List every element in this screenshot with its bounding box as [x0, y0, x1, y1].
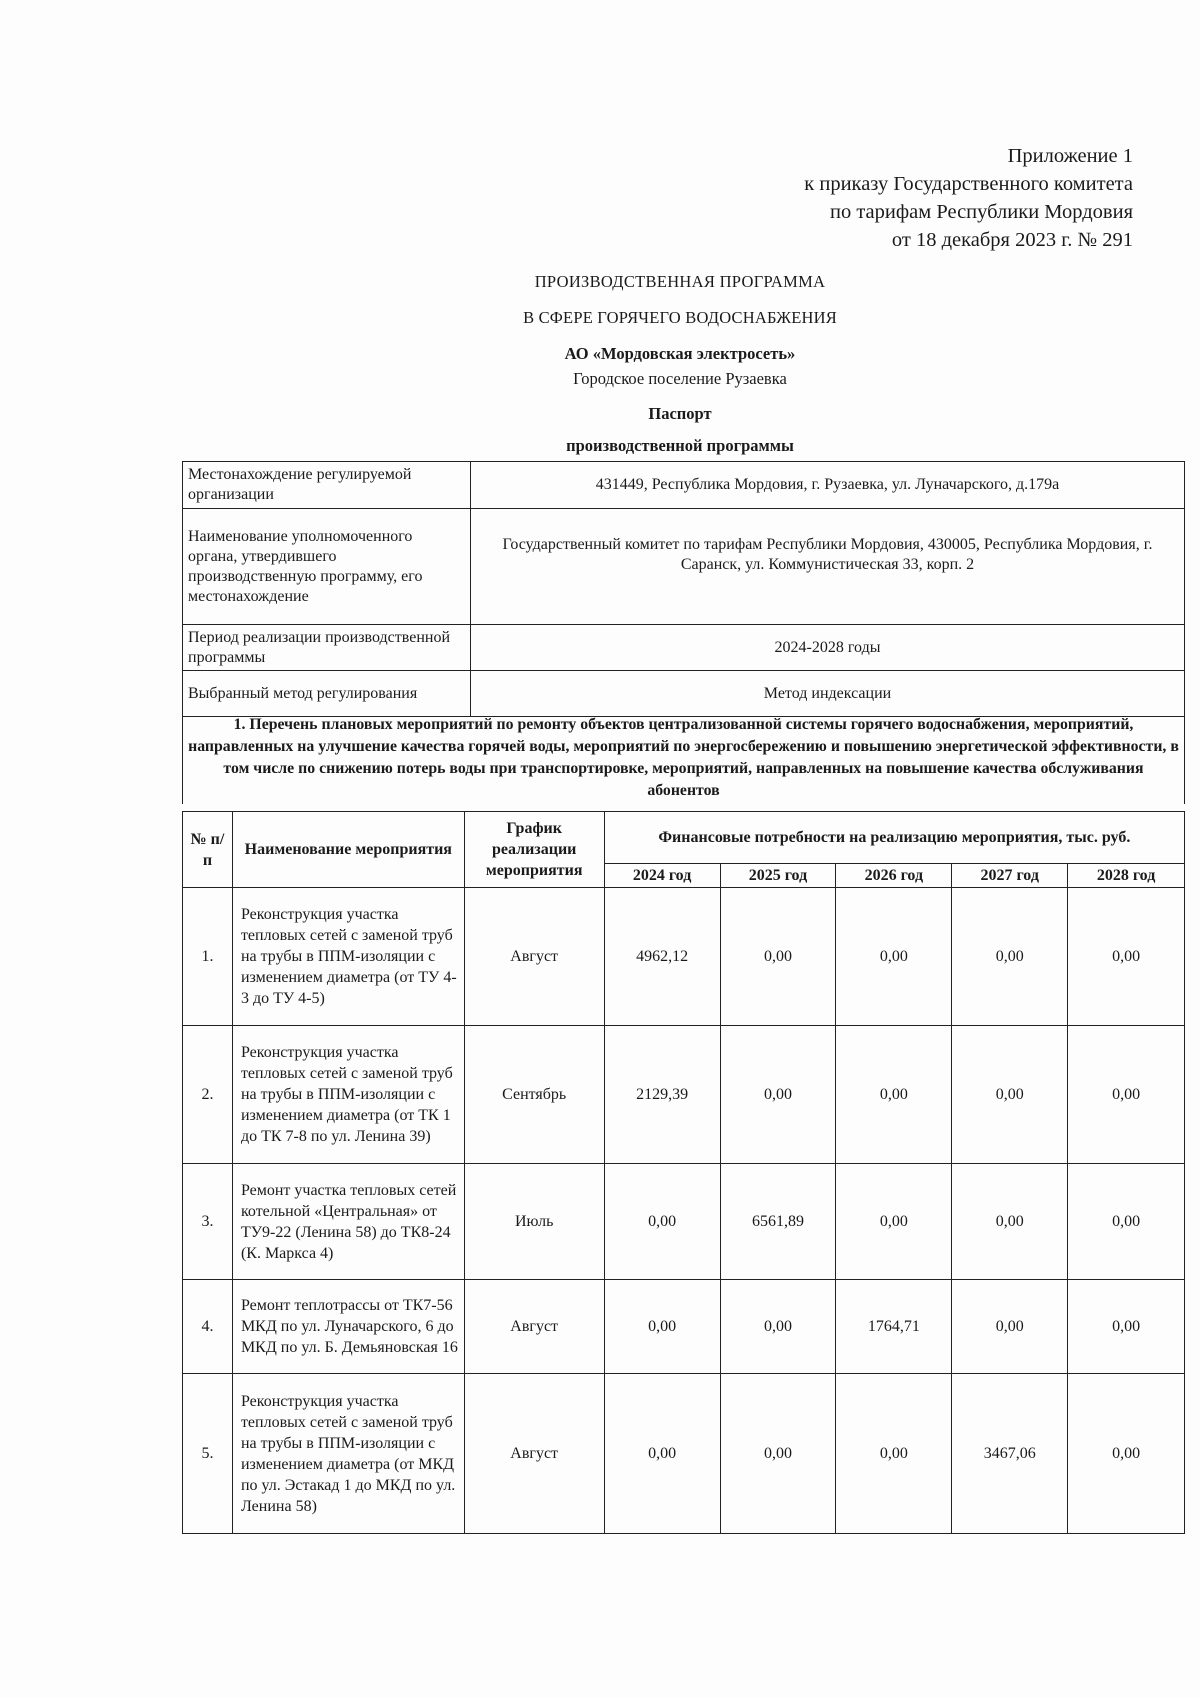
row-value: 0,00 [1068, 1374, 1185, 1534]
row-value: 0,00 [836, 1026, 952, 1164]
annex-line-3: по тарифам Республики Мордовия [829, 201, 1133, 223]
row-num: 1. [183, 888, 233, 1026]
program-title: ПРОИЗВОДСТВЕННАЯ ПРОГРАММА [534, 272, 826, 291]
row-value: 0,00 [836, 888, 952, 1026]
row-value: 6561,89 [720, 1164, 836, 1280]
row-value: 4962,12 [604, 888, 720, 1026]
header-year: 2028 год [1068, 864, 1185, 888]
header-year: 2024 год [604, 864, 720, 888]
header-row [183, 812, 1185, 864]
row-name: Реконструкция участка тепловых сетей с заменой труб на трубы в ППМ-изоляции с изменением диаметра (от МКД по ул. Эстакад 1 до МКД по ул. Ленина 58) [232, 1374, 464, 1534]
header-name: Наименование мероприятия [232, 812, 464, 888]
row-value: 0,00 [720, 1374, 836, 1534]
row-value: 0,00 [604, 1164, 720, 1280]
row-num: 4. [183, 1280, 233, 1374]
header-year: 2025 год [720, 864, 836, 888]
program-sphere: В СФЕРЕ ГОРЯЧЕГО ВОДОСНАБЖЕНИЯ [523, 308, 837, 327]
row-value: 0,00 [604, 1374, 720, 1534]
row-schedule: Июль [464, 1164, 604, 1280]
row-value: 0,00 [1068, 888, 1185, 1026]
table-row [183, 1374, 1185, 1534]
row-value: 0,00 [720, 1280, 836, 1374]
passport-value: Государственный комитет по тарифам Республики Мордовия, 430005, Республика Мордовия, г. Саранск, ул. Коммунистическая 33, корп. 2 [471, 509, 1185, 625]
table-row [183, 1026, 1185, 1164]
row-value: 3467,06 [952, 1374, 1068, 1534]
annex-line-2: к приказу Государственного комитета [804, 173, 1133, 195]
row-schedule: Август [464, 1280, 604, 1374]
row-value: 0,00 [952, 1026, 1068, 1164]
header-num: № п/п [183, 812, 233, 888]
row-value: 0,00 [1068, 1164, 1185, 1280]
row-value: 0,00 [1068, 1280, 1185, 1374]
header-year: 2027 год [952, 864, 1068, 888]
row-value: 0,00 [836, 1374, 952, 1534]
annex-line-1: Приложение 1 [1007, 145, 1133, 167]
passport-subtitle: производственной программы [566, 436, 794, 455]
table-row [183, 1280, 1185, 1374]
passport-label: Период реализации производственной программы [183, 625, 471, 671]
row-num: 3. [183, 1164, 233, 1280]
table-row [183, 1164, 1185, 1280]
row-schedule: Август [464, 1374, 604, 1534]
annex-line-4: от 18 декабря 2023 г. № 291 [891, 229, 1133, 251]
row-value: 0,00 [720, 1026, 836, 1164]
passport-row [183, 509, 1185, 625]
organization-name: АО «Мордовская электросеть» [564, 344, 796, 363]
passport-value: 2024-2028 годы [471, 625, 1185, 671]
row-name: Реконструкция участка тепловых сетей с заменой труб на трубы в ППМ-изоляции с изменением диаметра (от ТК 1 до ТК 7-8 по ул. Ленина 39) [232, 1026, 464, 1164]
settlement-name: Городское поселение Рузаевка [573, 369, 787, 388]
row-value: 0,00 [836, 1164, 952, 1280]
row-value: 2129,39 [604, 1026, 720, 1164]
row-schedule: Сентябрь [464, 1026, 604, 1164]
row-value: 0,00 [952, 888, 1068, 1026]
row-value: 0,00 [1068, 1026, 1185, 1164]
row-value: 0,00 [952, 1164, 1068, 1280]
header-year: 2026 год [836, 864, 952, 888]
row-num: 5. [183, 1374, 233, 1534]
section-1-title: 1. Перечень плановых мероприятий по ремонту объектов централизованной системы горячего водоснабжения, мероприятий, направленных на улучшение качества горячей воды, мероприятий по энергосбережению и повышению энергетической эффективности, в том числе по снижению потерь воды при транспортировке, мероприятий, направленных на повышение качества обслуживания абонентов [182, 710, 1185, 804]
header-finance: Финансовые потребности на реализацию мероприятия, тыс. руб. [604, 812, 1184, 864]
row-value: 1764,71 [836, 1280, 952, 1374]
header-schedule: График реализации мероприятия [464, 812, 604, 888]
row-name: Ремонт теплотрассы от ТК7-56 МКД по ул. Луначарского, 6 до МКД по ул. Б. Демьяновская 16 [232, 1280, 464, 1374]
passport-label: Наименование уполномоченного органа, утвердившего производственную программу, его местонахождение [183, 509, 471, 625]
passport-table [182, 461, 1185, 717]
row-value: 0,00 [604, 1280, 720, 1374]
passport-label: Местонахождение регулируемой организации [183, 462, 471, 509]
row-name: Ремонт участка тепловых сетей котельной «Центральная» от ТУ9-22 (Ленина 58) до ТК8-24 (К. Маркса 4) [232, 1164, 464, 1280]
row-value: 0,00 [720, 888, 836, 1026]
passport-value: 431449, Республика Мордовия, г. Рузаевка, ул. Луначарского, д.179а [471, 462, 1185, 509]
annex-header [804, 142, 1133, 254]
measures-table [182, 811, 1185, 1534]
passport-row [183, 625, 1185, 671]
table-row [183, 888, 1185, 1026]
row-num: 2. [183, 1026, 233, 1164]
row-value: 0,00 [952, 1280, 1068, 1374]
passport-row [183, 462, 1185, 509]
passport-title: Паспорт [648, 404, 712, 423]
passport-label: Выбранный метод регулирования [183, 671, 471, 717]
row-name: Реконструкция участка тепловых сетей с заменой труб на трубы в ППМ-изоляции с изменением диаметра (от ТУ 4-3 до ТУ 4-5) [232, 888, 464, 1026]
passport-value: Метод индексации [471, 671, 1185, 717]
row-schedule: Август [464, 888, 604, 1026]
